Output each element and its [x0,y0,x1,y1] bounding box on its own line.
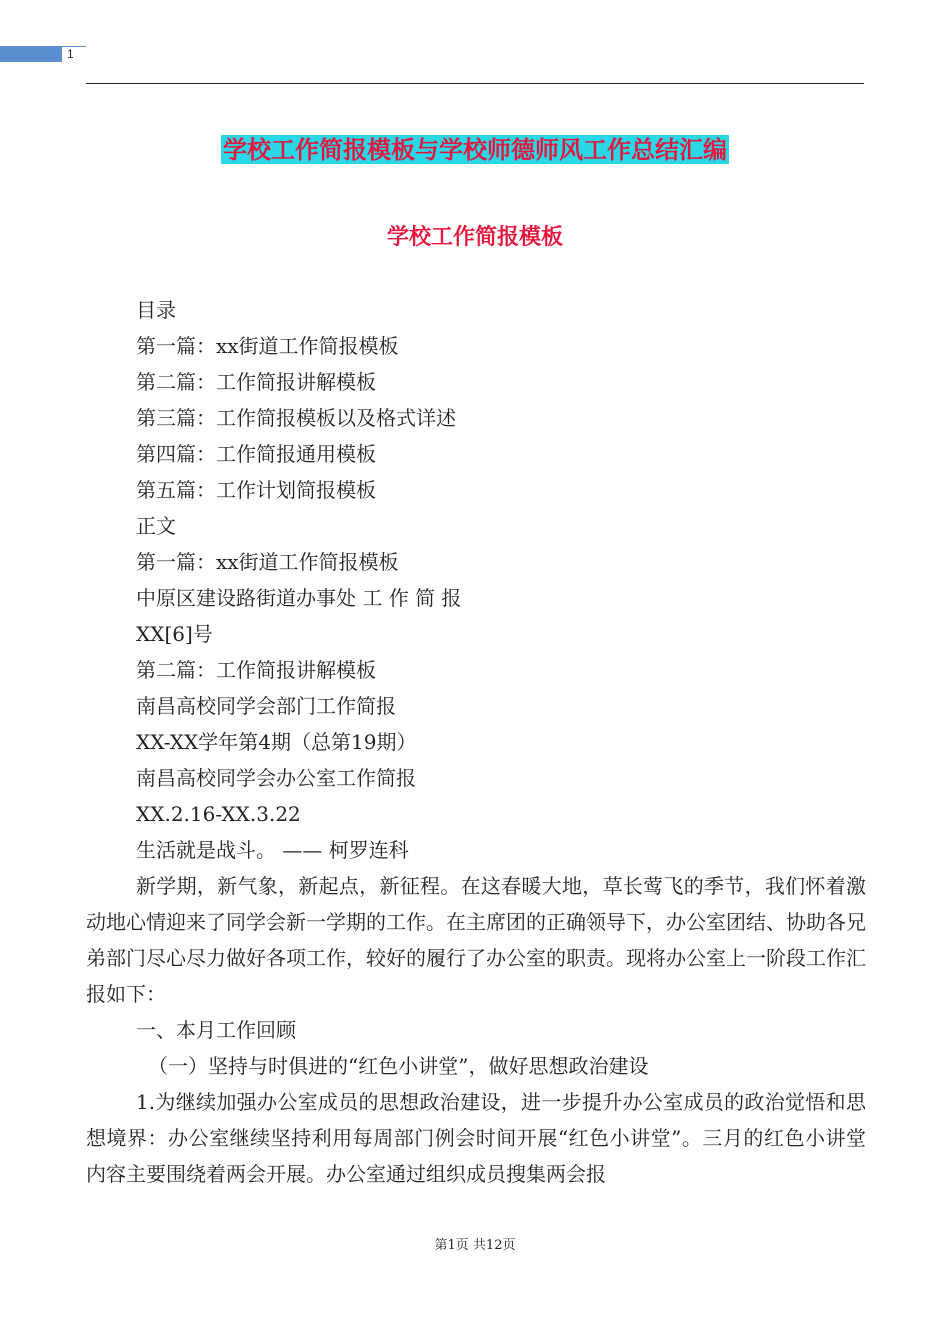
paragraph: 新学期，新气象，新起点，新征程。在这春暖大地，草长莺飞的季节，我们怀着激动地心情迎来了同学会新一学期的工作。在主席团的正确领导下，办公室团结、协助各兄弟部门尽心尽力做好各项工作，较好的履行了办公室的职责。现将办公室上一阶段工作汇报如下： [86,874,866,1006]
toc-item: 第三篇：工作简报模板以及格式详述 [136,406,456,430]
text-line: 第二篇：工作简报讲解模板 [136,658,376,682]
page-number: 1 [62,46,86,62]
text-line: 第一篇：xx街道工作简报模板 [136,550,399,574]
text-line: 南昌高校同学会办公室工作简报 [136,766,416,790]
page-footer: 第1页 共12页 [434,1238,516,1253]
toc-item: 第四篇：工作简报通用模板 [136,442,376,466]
text-line: XX-XX学年第4期（总第19期） [136,730,417,754]
subsection-heading: （一）坚持与时俱进的“红色小讲堂”，做好思想政治建设 [148,1054,649,1078]
section-heading: 一、本月工作回顾 [136,1018,296,1042]
document-title-text: 学校工作简报模板与学校师德师风工作总结汇编 [223,135,727,164]
toc-item: 第二篇：工作简报讲解模板 [136,370,376,394]
toc-item: 第五篇：工作计划简报模板 [136,478,376,502]
document-title [0,134,950,166]
text-line: 中原区建设路街道办事处 工 作 简 报 [136,586,462,610]
body-heading: 正文 [136,514,176,538]
document-subtitle: 学校工作简报模板 [386,224,563,250]
text-line: 南昌高校同学会部门工作简报 [136,694,396,718]
header-rule [86,83,864,84]
text-line: XX.2.16-XX.3.22 [136,802,301,826]
toc-heading: 目录 [136,298,176,322]
toc-item: 第一篇：xx街道工作简报模板 [136,334,399,358]
quote-line: 生活就是战斗。 —— 柯罗连科 [136,838,409,862]
paragraph: 1.为继续加强办公室成员的思想政治建设，进一步提升办公室成员的政治觉悟和思想境界：办公室继续坚持利用每周部门例会时间开展“红色小讲堂”。三月的红色小讲堂内容主要围绕着两会开展。办公室通过组织成员搜集两会报 [86,1090,866,1186]
document-body [86,292,866,1192]
text-line: XX[6]号 [136,622,213,646]
